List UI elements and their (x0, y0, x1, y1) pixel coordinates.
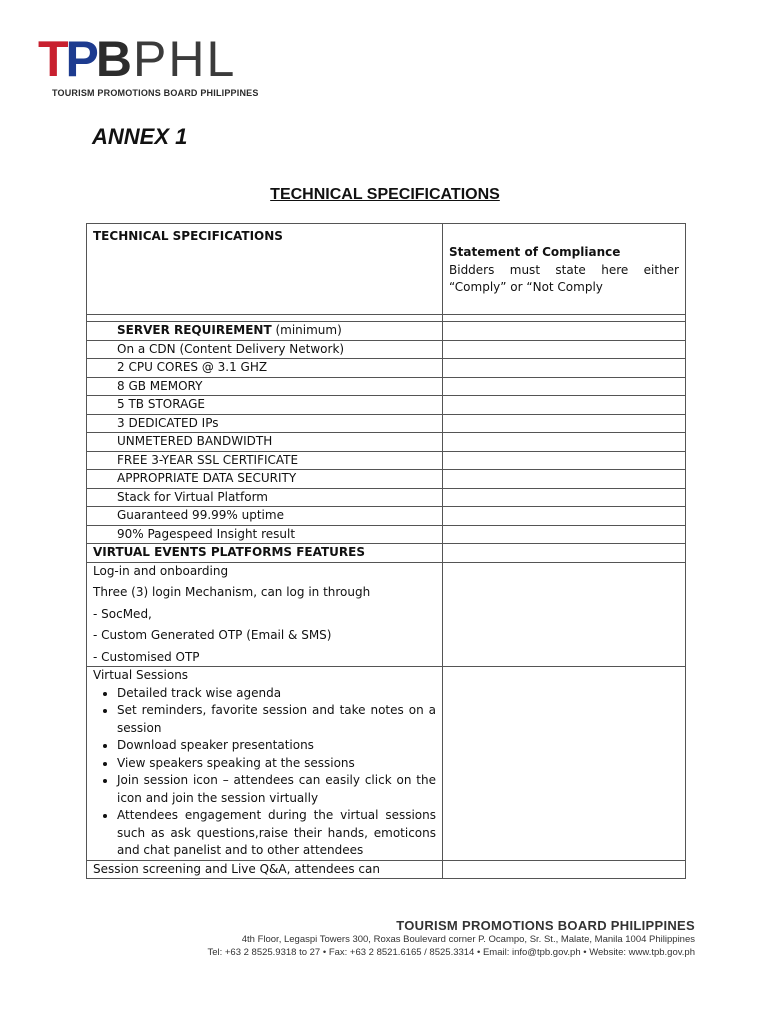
compliance-cell[interactable] (443, 525, 686, 544)
spacer-row (87, 315, 686, 322)
list-item: • Download speaker presentations (117, 737, 436, 755)
table-row (87, 525, 686, 544)
list-item: • View speakers speaking at the sessions (117, 755, 436, 773)
compliance-cell[interactable] (443, 377, 686, 396)
compliance-instruction: Bidders must state here either “Comply” or “Not Comply (449, 262, 679, 294)
server-item: Stack for Virtual Platform (87, 488, 443, 507)
compliance-cell[interactable] (443, 470, 686, 489)
footer-address: 4th Floor, Legaspi Towers 300, Roxas Boulevard corner P. Ocampo, Sr. St., Malate, Manila 1004 Philippines (241, 934, 695, 945)
server-item: 5 TB STORAGE (87, 396, 443, 415)
compliance-title: Statement of Compliance (449, 245, 621, 259)
server-item: APPROPRIATE DATA SECURITY (87, 470, 443, 489)
compliance-cell[interactable] (443, 667, 686, 861)
table-row (87, 470, 686, 489)
server-requirement-label (87, 322, 443, 341)
technical-specifications-table (86, 223, 686, 879)
table-row (87, 451, 686, 470)
table-row (87, 488, 686, 507)
table-row (87, 860, 686, 879)
table-row (87, 433, 686, 452)
server-item: FREE 3-YEAR SSL CERTIFICATE (87, 451, 443, 470)
login-line: Three (3) login Mechanism, can log in through (93, 585, 371, 599)
server-item: 3 DEDICATED IPs (87, 414, 443, 433)
compliance-cell[interactable] (443, 340, 686, 359)
list-item: • Set reminders, favorite session and take notes on a session (117, 702, 436, 737)
compliance-cell[interactable] (443, 860, 686, 879)
server-item: On a CDN (Content Delivery Network) (87, 340, 443, 359)
logo-mark (38, 31, 237, 87)
compliance-cell[interactable] (443, 544, 686, 563)
logo-letter-t: T (38, 31, 66, 87)
server-item: Guaranteed 99.99% uptime (87, 507, 443, 526)
virtual-sessions-cell (87, 667, 443, 861)
logo-subtitle: TOURISM PROMOTIONS BOARD PHILIPPINES (52, 88, 259, 98)
server-item: 2 CPU CORES @ 3.1 GHZ (87, 359, 443, 378)
server-item: UNMETERED BANDWIDTH (87, 433, 443, 452)
table-header-row (87, 224, 686, 315)
compliance-cell[interactable] (443, 396, 686, 415)
logo-letter-p: P (65, 31, 96, 87)
table-row (87, 396, 686, 415)
compliance-cell[interactable] (443, 322, 686, 341)
compliance-cell[interactable] (443, 488, 686, 507)
compliance-cell[interactable] (443, 451, 686, 470)
login-line: - Customised OTP (93, 649, 200, 664)
server-item: 90% Pagespeed Insight result (87, 525, 443, 544)
table-row (87, 340, 686, 359)
spacer-cell (443, 315, 686, 322)
header-statement-of-compliance (443, 224, 686, 315)
table-row (87, 359, 686, 378)
footer-organization: TOURISM PROMOTIONS BOARD PHILIPPINES (396, 918, 695, 933)
compliance-cell[interactable] (443, 359, 686, 378)
server-item: 8 GB MEMORY (87, 377, 443, 396)
compliance-cell[interactable] (443, 433, 686, 452)
compliance-cell[interactable] (443, 414, 686, 433)
list-item: • Detailed track wise agenda (117, 685, 436, 703)
compliance-cell[interactable] (443, 507, 686, 526)
table-row (87, 414, 686, 433)
logo-phl: PHL (133, 31, 237, 87)
login-onboarding-cell (87, 562, 443, 667)
table-row (87, 667, 686, 861)
table-row (87, 377, 686, 396)
document-title: TECHNICAL SPECIFICATIONS (270, 186, 500, 203)
server-requirement-qualifier: (minimum) (271, 323, 342, 337)
annex-label: ANNEX 1 (92, 124, 188, 149)
spacer-cell (87, 315, 443, 322)
page-footer (0, 918, 695, 959)
header-technical-specifications: TECHNICAL SPECIFICATIONS (87, 224, 443, 315)
tpb-logo (38, 31, 268, 102)
list-item: • Attendees engagement during the virtual sessions such as ask questions,raise their hands, emoticons and chat panelist and to other attendees (117, 807, 436, 860)
footer-contact: Tel: +63 2 8525.9318 to 27 • Fax: +63 2 8521.6165 / 8525.3314 • Email: info@tpb.gov.ph • Website: www.tpb.gov.ph (207, 947, 695, 958)
server-requirement-bold: SERVER REQUIREMENT (117, 323, 272, 337)
login-line: - Custom Generated OTP (Email & SMS) (93, 628, 332, 642)
compliance-cell[interactable] (443, 562, 686, 667)
logo-letter-b: B (95, 31, 130, 87)
table-row (87, 544, 686, 563)
table-row (87, 507, 686, 526)
features-section-header: VIRTUAL EVENTS PLATFORMS FEATURES (87, 544, 443, 563)
virtual-sessions-title: Virtual Sessions (93, 668, 189, 682)
login-line: - SocMed, (93, 606, 152, 621)
table-row (87, 562, 686, 667)
table-row (87, 322, 686, 341)
virtual-sessions-list (93, 685, 436, 860)
session-screening-cell: Session screening and Live Q&A, attendees can (87, 860, 443, 879)
list-item: • Join session icon – attendees can easily click on the icon and join the session virtually (117, 772, 436, 807)
login-title: Log-in and onboarding (93, 563, 229, 578)
